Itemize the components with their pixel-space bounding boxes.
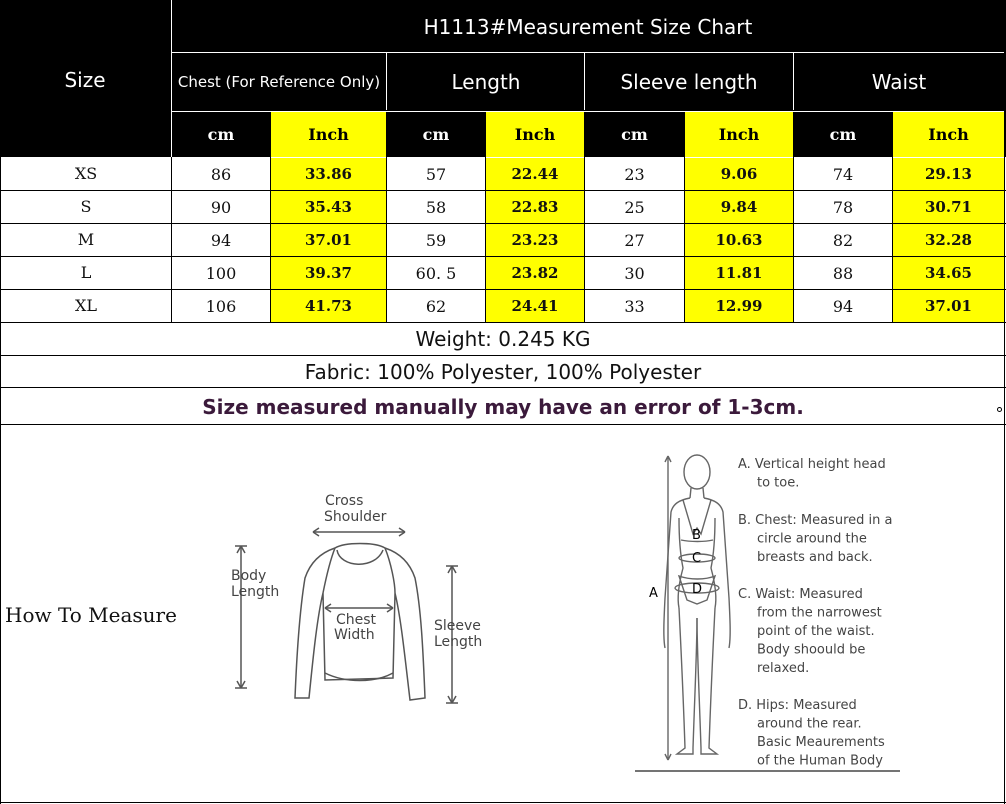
letter-b: B — [692, 528, 701, 543]
unit-header: cm — [207, 125, 235, 144]
letter-c: C — [692, 551, 702, 566]
inch-value: 12.99 — [685, 290, 793, 322]
waist-header: Waist — [871, 69, 927, 94]
cm-value: 90 — [210, 197, 232, 217]
cm-value: 62 — [425, 296, 447, 316]
chest-header: Chest (For Reference Only) — [177, 72, 381, 91]
length-header: Length — [451, 69, 521, 94]
unit-header: Inch — [685, 112, 793, 157]
letter-d: D — [692, 582, 703, 597]
measurement-note: relaxed. — [757, 661, 810, 676]
cross-shoulder-label: Cross — [325, 493, 364, 509]
inch-value: 10.63 — [685, 224, 793, 256]
unit-header: cm — [829, 125, 857, 144]
unit-header: Inch — [271, 112, 386, 157]
cm-value: 88 — [832, 263, 854, 283]
size-label: S — [80, 197, 92, 216]
cm-value: 74 — [832, 164, 854, 184]
inch-value: 9.06 — [685, 158, 793, 190]
cm-value: 25 — [624, 197, 645, 217]
cross-shoulder-label: Shoulder — [324, 509, 387, 525]
fabric-text: Fabric: 100% Polyester, 100% Polyester — [304, 359, 702, 384]
sleeve-length-header: Sleeve length — [620, 69, 758, 94]
inch-value: 35.43 — [271, 191, 386, 223]
size-label: M — [77, 230, 95, 249]
chart-title: H1113#Measurement Size Chart — [423, 15, 753, 39]
inch-value: 30.71 — [893, 191, 1004, 223]
size-label: XS — [74, 164, 98, 183]
cm-value: 94 — [210, 230, 232, 250]
body-length-label: Body — [231, 568, 267, 584]
cm-value: 60. 5 — [415, 263, 457, 283]
inch-value: 23.23 — [486, 224, 584, 256]
dot-mark — [997, 407, 1002, 412]
inch-value: 11.81 — [685, 257, 793, 289]
cm-value: 57 — [425, 164, 447, 184]
cm-value: 33 — [624, 296, 645, 316]
weight-text: Weight: 0.245 KG — [415, 327, 591, 351]
letter-a: A — [649, 586, 658, 601]
cm-value: 94 — [832, 296, 854, 316]
sleeve-length-label: Sleeve — [434, 618, 481, 634]
size-header: Size — [64, 68, 106, 92]
inch-value: 41.73 — [271, 290, 386, 322]
garment-diagram — [225, 488, 500, 718]
inch-value: 32.28 — [893, 224, 1004, 256]
cm-value: 86 — [210, 164, 232, 184]
inch-value: 24.41 — [486, 290, 584, 322]
measurement-note: Basic Meaurements — [757, 735, 885, 750]
measurement-note: A. Vertical height head — [738, 457, 886, 472]
how-to-measure-label: How To Measure — [5, 603, 177, 627]
chest-width-label: Width — [334, 627, 375, 643]
measurement-note: breasts and back. — [757, 550, 873, 565]
size-label: XL — [74, 296, 97, 315]
measurement-note: B. Chest: Measured in a — [738, 513, 893, 528]
cm-value: 106 — [205, 296, 237, 316]
unit-header: Inch — [486, 112, 584, 157]
measurement-note: Body shoould be — [757, 642, 866, 658]
inch-value: 34.65 — [893, 257, 1004, 289]
inch-value: 37.01 — [893, 290, 1004, 322]
measurement-note: around the rear. — [757, 716, 862, 732]
unit-header: cm — [422, 125, 450, 144]
inch-value: 29.13 — [893, 158, 1004, 190]
error-note: Size measured manually may have an error of 1-3cm. — [202, 394, 804, 419]
sleeve-length-label: Length — [434, 634, 483, 650]
measurement-note: C. Waist: Measured — [738, 587, 863, 602]
measurement-note: to toe. — [757, 475, 800, 491]
cm-value: 100 — [205, 263, 237, 283]
inch-value: 33.86 — [271, 158, 386, 190]
inch-value: 22.83 — [486, 191, 584, 223]
inch-value: 37.01 — [271, 224, 386, 256]
cm-value: 27 — [624, 230, 645, 250]
body-length-label: Length — [231, 584, 280, 600]
inch-value: 9.84 — [685, 191, 793, 223]
measurement-note: from the narrowest — [757, 605, 882, 621]
inch-value: 39.37 — [271, 257, 386, 289]
unit-header: Inch — [893, 112, 1004, 157]
cm-value: 82 — [832, 230, 854, 250]
measurement-note: circle around the — [757, 531, 867, 547]
body-diagram — [635, 448, 905, 776]
cm-value: 59 — [425, 230, 447, 250]
unit-header: cm — [621, 125, 648, 144]
cm-value: 23 — [624, 164, 645, 184]
inch-value: 22.44 — [486, 158, 584, 190]
measurement-note: D. Hips: Measured — [738, 698, 857, 713]
cm-value: 30 — [624, 263, 645, 283]
measurement-note: point of the waist. — [757, 624, 875, 639]
cm-value: 58 — [425, 197, 447, 217]
chest-width-label: Chest — [336, 612, 377, 628]
size-label: L — [80, 263, 92, 282]
measurement-note: of the Human Body — [757, 753, 883, 769]
inch-value: 23.82 — [486, 257, 584, 289]
cm-value: 78 — [832, 197, 854, 217]
